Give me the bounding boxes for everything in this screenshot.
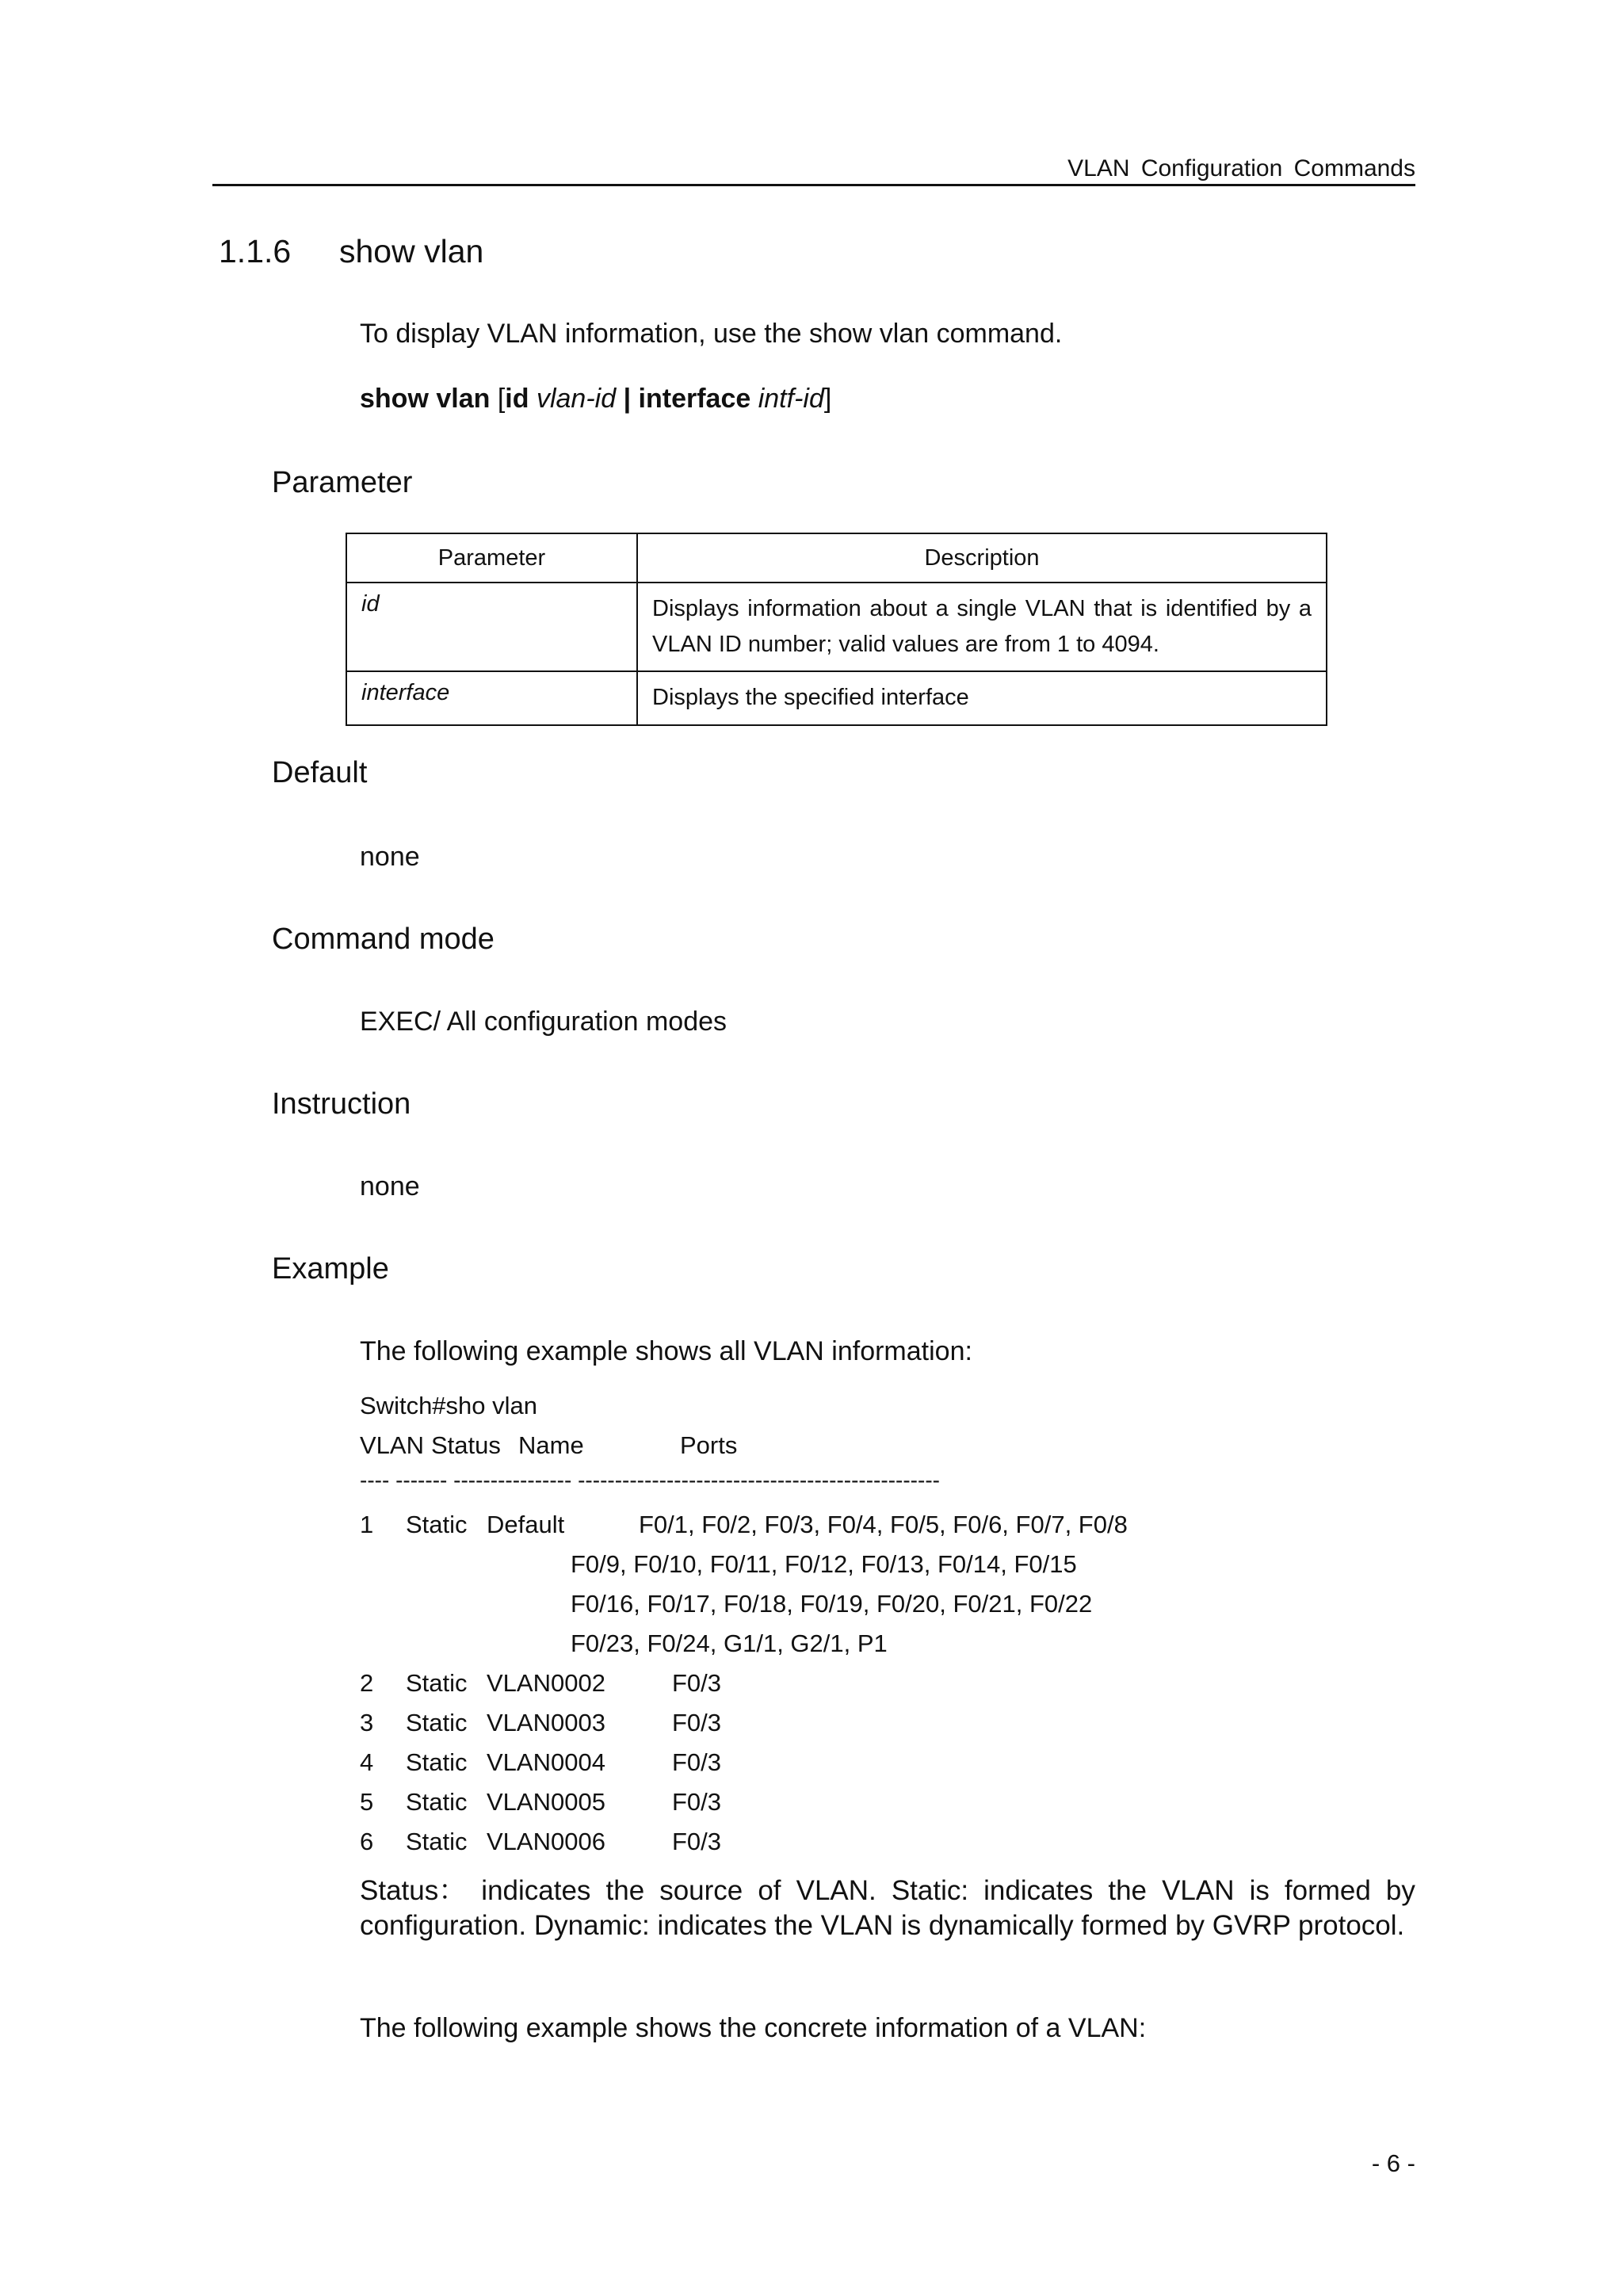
vlan-row-ports-continuation: F0/16, F0/17, F0/18, F0/19, F0/20, F0/21, F0/22 (571, 1590, 1093, 1618)
cli-column-ports: Ports (680, 1431, 738, 1459)
status-note-word: indicates (481, 1875, 591, 1906)
status-note-word: VLAN (1162, 1875, 1235, 1906)
vlan-row-status: Static (406, 1511, 468, 1538)
instruction-value: none (360, 1171, 420, 1201)
status-note-line-1 (360, 1874, 1415, 1908)
param-name: interface (346, 671, 637, 725)
intro-text: To display VLAN information, use the show vlan command. (360, 319, 1063, 349)
vlan-row-ports: F0/3 (672, 1748, 722, 1776)
table-row (346, 671, 1327, 725)
vlan-row-name: VLAN0006 (487, 1828, 605, 1855)
example2-intro: The following example shows the concrete information of a VLAN: (360, 2013, 1147, 2043)
vlan-row-id: 1 (360, 1511, 374, 1538)
vlan-row-id: 5 (360, 1788, 374, 1816)
syntax-arg-vlan-id: vlan-id (536, 384, 617, 414)
syntax-close-bracket: ] (823, 384, 832, 414)
vlan-row-ports: F0/3 (672, 1709, 722, 1736)
vlan-row-name: VLAN0003 (487, 1709, 605, 1736)
command-mode-value: EXEC/ All configuration modes (360, 1007, 727, 1037)
status-note (360, 1874, 1415, 1943)
vlan-row-ports: F0/3 (672, 1788, 722, 1816)
vlan-row-ports: F0/3 (672, 1669, 722, 1697)
cli-column-name: Name (518, 1431, 584, 1459)
vlan-row-status: Static (406, 1788, 468, 1816)
command-syntax (360, 384, 831, 415)
cli-dashes: ---- ------- ---------------- ------------------------------------------------- (360, 1468, 940, 1492)
syntax-open-bracket: [ (490, 384, 506, 414)
heading-example: Example (272, 1252, 389, 1286)
vlan-row-id: 3 (360, 1709, 374, 1736)
heading-instruction: Instruction (272, 1087, 411, 1121)
vlan-row-ports: F0/3 (672, 1828, 722, 1855)
status-note-word: Static: (891, 1875, 969, 1906)
syntax-pipe: | (616, 384, 639, 414)
status-note-word: the (605, 1875, 645, 1906)
default-value: none (360, 842, 420, 872)
syntax-keyword-interface: interface (638, 384, 751, 414)
vlan-row-id: 6 (360, 1828, 374, 1855)
status-note-line-2: configuration. Dynamic: indicates the VLAN is dynamically formed by GVRP protocol. (360, 1910, 1405, 1941)
syntax-command: show vlan (360, 384, 491, 414)
cli-column-vlan: VLAN (360, 1431, 424, 1459)
parameter-table (346, 533, 1327, 726)
status-note-word: Status： (360, 1875, 467, 1906)
running-header: VLAN Configuration Commands (1067, 155, 1415, 181)
param-name: id (346, 583, 637, 671)
syntax-arg-intf-id: intf-id (758, 384, 824, 414)
status-note-word: VLAN. (796, 1875, 876, 1906)
vlan-row-name: VLAN0005 (487, 1788, 605, 1816)
status-note-word: the (1108, 1875, 1148, 1906)
section-number: 1.1.6 (219, 233, 292, 269)
vlan-row-ports: F0/1, F0/2, F0/3, F0/4, F0/5, F0/6, F0/7, F0/8 (639, 1511, 1128, 1538)
cli-column-status: Status (431, 1431, 501, 1459)
table-header-description: Description (637, 533, 1327, 583)
table-header-parameter: Parameter (346, 533, 637, 583)
syntax-keyword-id: id (505, 384, 529, 414)
param-description: Displays the specified interface (637, 671, 1327, 725)
status-note-word: by (1385, 1875, 1415, 1906)
heading-parameter: Parameter (272, 466, 413, 499)
table-header-row (346, 533, 1327, 583)
heading-default: Default (272, 756, 368, 789)
vlan-row-id: 4 (360, 1748, 374, 1776)
vlan-row-status: Static (406, 1828, 468, 1855)
section-title: show vlan (339, 233, 484, 269)
status-note-word: is (1249, 1875, 1270, 1906)
heading-command-mode: Command mode (272, 923, 495, 956)
example-intro: The following example shows all VLAN information: (360, 1336, 972, 1366)
table-row (346, 583, 1327, 671)
header-rule (212, 184, 1415, 186)
page-number: - 6 - (1371, 2149, 1415, 2177)
vlan-row-status: Static (406, 1669, 468, 1697)
vlan-row-id: 2 (360, 1669, 374, 1697)
vlan-row-name: Default (487, 1511, 565, 1538)
vlan-row-status: Static (406, 1709, 468, 1736)
vlan-row-name: VLAN0004 (487, 1748, 605, 1776)
status-note-word: indicates (983, 1875, 1094, 1906)
vlan-row-ports-continuation: F0/9, F0/10, F0/11, F0/12, F0/13, F0/14, F0/15 (571, 1550, 1077, 1578)
status-note-word: source (659, 1875, 743, 1906)
param-description: Displays information about a single VLAN that is identified by a VLAN ID number; valid values are from 1 to 4094. (637, 583, 1327, 671)
vlan-row-status: Static (406, 1748, 468, 1776)
cli-prompt: Switch#sho vlan (360, 1392, 538, 1419)
vlan-row-name: VLAN0002 (487, 1669, 605, 1697)
status-note-word: formed (1284, 1875, 1371, 1906)
status-note-word: of (758, 1875, 781, 1906)
vlan-row-ports-continuation: F0/23, F0/24, G1/1, G2/1, P1 (571, 1629, 888, 1657)
